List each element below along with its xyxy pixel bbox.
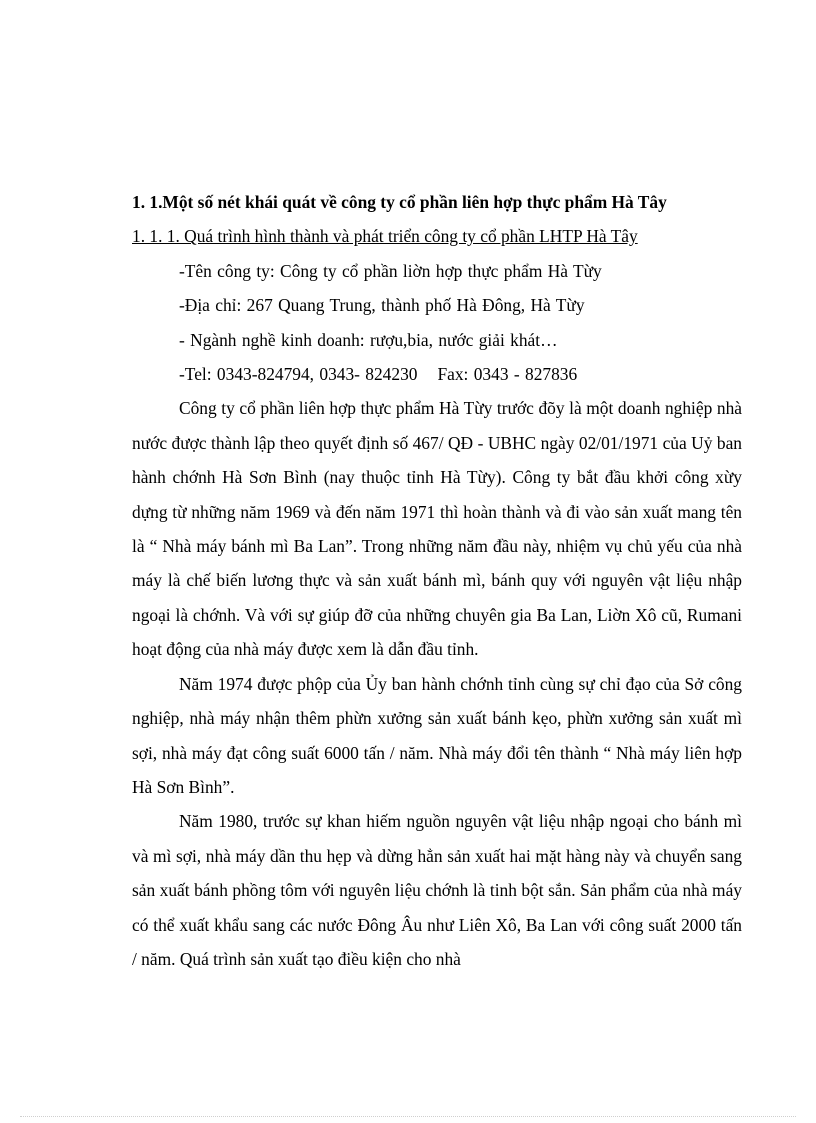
business-line: - Ngành nghề kinh doanh: rượu,bia, nước giải khát… xyxy=(179,329,558,350)
page-bottom-divider xyxy=(20,1116,796,1117)
paragraph-history-1974: Năm 1974 được phộp của Ủy ban hành chớnh tỉnh cùng sự chỉ đạo của Sở công nghiệp, nhà máy nhận thêm phừn xưởng sản xuất bánh kẹo, phừn xưởng sản xuất mì sợi, nhà máy đạt công suất 6000 tấn / năm. Nhà máy đổi tên thành “ Nhà máy liên hợp Hà Sơn Bình”. xyxy=(132,673,742,797)
paragraph-history-founding: Công ty cổ phần liên hợp thực phẩm Hà Từy trước đõy là một doanh nghiệp nhà nước được thành lập theo quyết định số 467/ QĐ - UBHC ngày 02/01/1971 của Uỷ ban hành chớnh Hà Sơn Bình (nay thuộc tỉnh Hà Từy). Công ty bắt đầu khởi công xừy dựng từ những năm 1969 và đến năm 1971 thì hoàn thành và đi vào sản xuất mang tên là “ Nhà máy bánh mì Ba Lan”. Trong những năm đầu này, nhiệm vụ chủ yếu của nhà máy là chế biến lương thực và sản xuất bánh mì, bánh quy với nguyên vật liệu nhập ngoại là chớnh. Và với sự giúp đỡ của những chuyên gia Ba Lan, Liờn Xô cũ, Rumani hoạt động của nhà máy được xem là dẫn đầu tỉnh. xyxy=(132,398,742,660)
address-line: -Địa chỉ: 267 Quang Trung, thành phố Hà Đông, Hà Từy xyxy=(179,295,585,316)
document-body xyxy=(132,185,742,976)
subsection-heading: 1. 1. 1. Quá trình hình thành và phát triển công ty cổ phần LHTP Hà Tây xyxy=(132,226,638,247)
section-heading: 1. 1.Một số nét khái quát về công ty cổ phần liên hợp thực phẩm Hà Tây xyxy=(132,192,667,212)
contact-line xyxy=(132,357,742,391)
paragraph-history-1980: Năm 1980, trước sự khan hiếm nguồn nguyên vật liệu nhập ngoại cho bánh mì và mì sợi, nhà máy dần thu hẹp và dừng hẳn sản xuất hai mặt hàng này và chuyển sang sản xuất bánh phồng tôm với nguyên liệu chớnh là tinh bột sắn. Sản phẩm của nhà máy có thể xuất khẩu sang các nước Đông Âu như Liên Xô, Ba Lan với công suất 2000 tấn / năm. Quá trình sản xuất tạo điều kiện cho nhà xyxy=(132,811,742,969)
tel-text: -Tel: 0343-824794, 0343- 824230 xyxy=(179,364,418,385)
company-name-line: -Tên công ty: Công ty cổ phần liờn hợp thực phẩm Hà Từy xyxy=(179,260,602,281)
fax-text: Fax: 0343 - 827836 xyxy=(437,364,578,385)
